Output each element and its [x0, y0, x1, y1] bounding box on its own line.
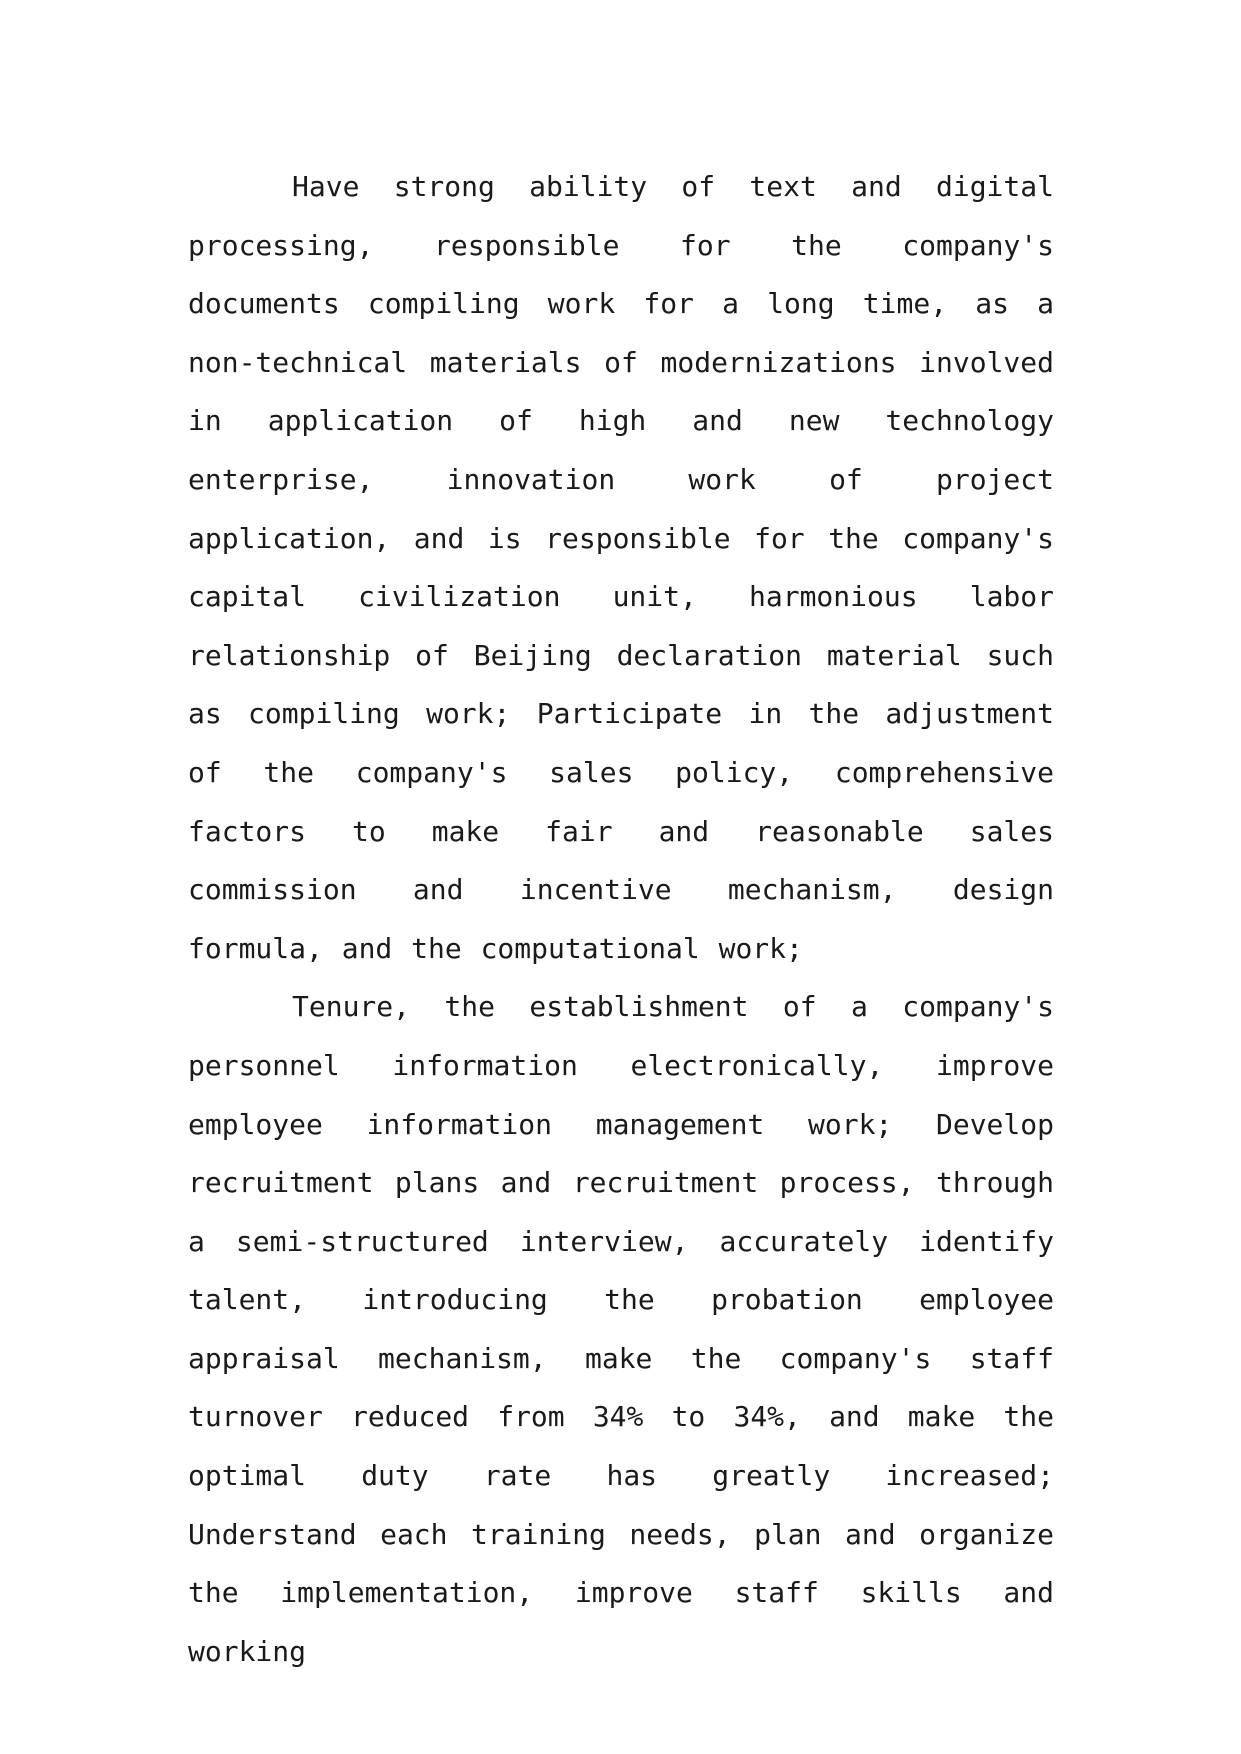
- document-body: [188, 158, 1054, 1681]
- paragraph-1: Have strong ability of text and digital processing, responsible for the company's documents compiling work for a long time, as a non-technical materials of modernizations involved in application of high and new technology enterprise, innovation work of project application, and is responsible for the company's capital civilization unit, harmonious labor relationship of Beijing declaration material such as compiling work; Participate in the adjustment of the company's sales policy, comprehensive factors to make fair and reasonable sales commission and incentive mechanism, design formula, and the computational work;: [188, 170, 1054, 965]
- paragraph-2: Tenure, the establishment of a company's personnel information electronically, improve employee information management work; Develop recruitment plans and recruitment process, through a semi-structured interview, accurately identify talent, introducing the probation employee appraisal mechanism, make the company's staff turnover reduced from 34% to 34%, and make the optimal duty rate has greatly increased; Understand each training needs, plan and organize the implementation, improve staff skills and working: [188, 990, 1054, 1668]
